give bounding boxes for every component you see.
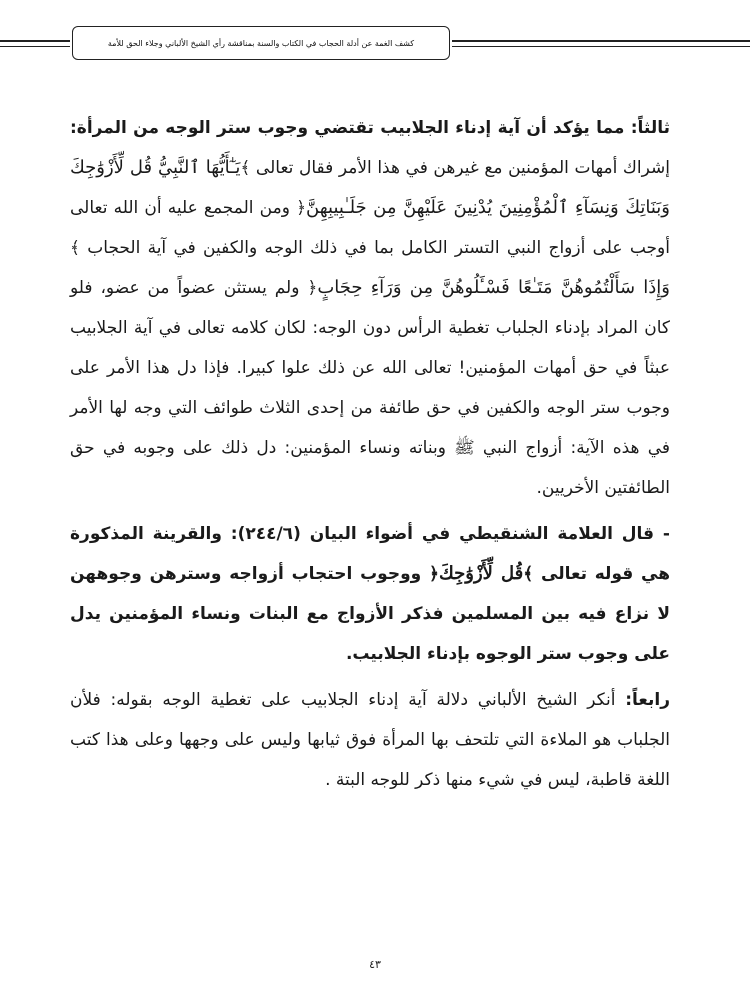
header-rule-right	[452, 40, 750, 42]
book-title: كشف الغمة عن أدلة الحجاب في الكتاب والسنة بمناقشة رأي الشيخ الألباني وجلاء الحق للأمة	[107, 38, 415, 48]
header-rule-left-thin	[0, 46, 70, 47]
paragraph-text: أنكر الشيخ الألباني دلالة آية إدناء الجلابيب على تغطية الوجه بقوله: فلأن الجلباب هو الملاءة التي تلتحف بها المرأة فوق ثيابها وليس على وجهها وعلى هذا كتب اللغة قاطبة، ليس في شيء منها ذكر للوجه البتة .	[70, 690, 670, 790]
quran-verse-hijab: وَإِذَا سَأَلْتُمُوهُنَّ مَتَـٰعًا فَسْـَٔلُوهُنَّ مِن وَرَآءِ حِجَابٍ	[317, 277, 670, 298]
paragraph-shinqiti-quote	[70, 514, 670, 674]
header-rule-right-thin	[452, 46, 750, 47]
quran-bracket-open: ﴾	[70, 238, 80, 258]
quran-bracket-close: ﴿	[307, 278, 318, 298]
paragraph-text: ولم يستثن عضواً من عضو، فلو كان المراد بإدناء الجلباب تغطية الرأس دون الوجه: لكان كلامه تعالى في آية الجلابيب عبثاً في حق أمهات المؤمنين! تعالى الله عن ذلك علوا كبيرا. فإذا دل هذا الأمر على وجوب ستر الوجه والكفين في حق طائفة من إحدى الثلاث طوائف التي وجه لها الأمر في هذه الآية: أزواج النبي ﷺ وبناته ونساء المؤمنين: دل ذلك على وجوبه في حق الطائفتين الأخريين.	[70, 278, 670, 498]
quran-bracket-open: ﴾	[523, 564, 534, 584]
header-rule-left	[0, 40, 70, 42]
page-body	[70, 108, 670, 800]
section-heading-third: ثالثاً: مما يؤكد أن آية إدناء الجلابيب تقتضي وجوب ستر الوجه من المرأة:	[70, 118, 670, 138]
paragraph-fourth-point	[70, 680, 670, 800]
paragraph-third-point	[70, 108, 670, 508]
quran-bracket-open: ﴾	[240, 158, 251, 178]
quran-verse-azwaj: قُل لِّأَزْوَٰجِكَ	[438, 563, 524, 584]
paragraph-text: إشراك أمهات المؤمنين مع غيرهن في هذا الأمر فقال تعالى	[250, 158, 670, 178]
quote-rest: ووجوب احتجاب أزواجه وسترهن وجوههن لا نزاع فيه بين المسلمين فذكر الأزواج مع البنات ونساء المؤمنين يدل على وجوب ستر الوجوه بإدناء الجلابيب.	[70, 564, 670, 664]
paragraph-text: ومن المجمع عليه أن الله تعالى أوجب على أزواج النبي التستر الكامل بما في ذلك الوجه والكفين في آية الحجاب	[70, 198, 670, 258]
quran-bracket-close: ﴿	[429, 564, 439, 584]
section-heading-fourth: رابعاً:	[625, 690, 670, 710]
quran-bracket-close: ﴿	[296, 198, 307, 218]
running-header	[72, 26, 450, 60]
page-number: ٤٣	[369, 958, 381, 971]
quran-verse-jalabib: يَـٰٓأَيُّهَا ٱلنَّبِيُّ قُل لِّأَزْوَٰجِكَ وَبَنَاتِكَ وَنِسَآءِ ٱلْمُؤْمِنِينَ يُدْنِينَ عَلَيْهِنَّ مِن جَلَـٰبِيبِهِنَّ	[70, 157, 670, 218]
quote-lead: - قال العلامة الشنقيطي في أضواء البيان (٢٤٤/٦): والقرينة المذكورة هي قوله تعالى	[70, 524, 670, 584]
